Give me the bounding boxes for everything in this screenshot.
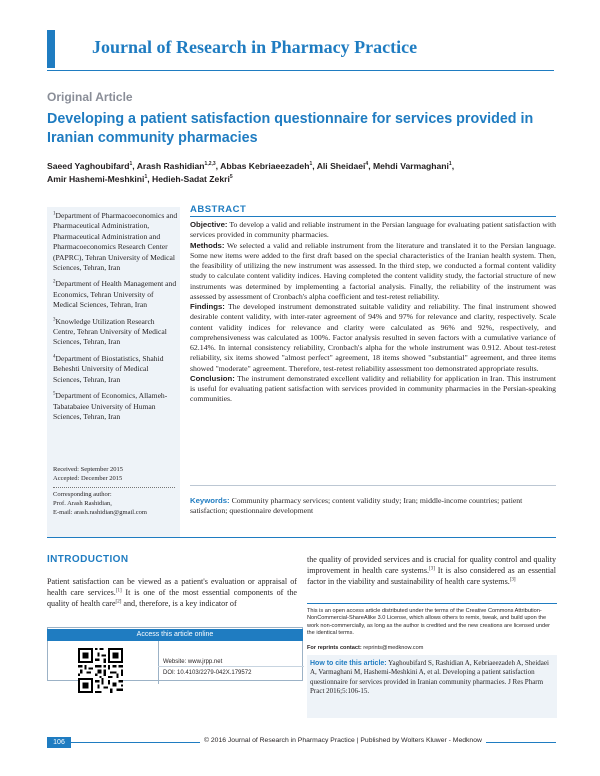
- author: Hedieh-Sadat Zekri$^5$: [152, 174, 233, 184]
- author-email[interactable]: E-mail: arash.rashidian@gmail.com: [53, 509, 147, 516]
- section-rule: [47, 537, 556, 538]
- author: Amir Hashemi-Meshkini$^1$: [47, 174, 148, 184]
- page-number: 106: [47, 737, 71, 748]
- abstract-findings: Findings: The developed instrument demonstrated suitable validity and reliability. The final instrument showed desirable content validity, with inter-rater agreement of 94% and 97% for relevance and clarity, respectively. Scale content validity indices for relevance and clarity were calculated as 96% and 92%, respectively, and comprehensiveness was calculated as 100%. Factor analysis resulted in seven factors with a cumulative variance of 62.14%. In internal consistency reliability, Cronbach's alpha for the whole instrument was 0.912. About test-retest reliability, six items showed "almost perfect" agreement, 18 items showed "substantial" agreement, and three items showed "moderate" agreement. Therefore, test-retest reliability assessment too demonstrated appropriate results.: [190, 302, 556, 373]
- citation-link[interactable]: [3]: [509, 577, 516, 583]
- article-title: Developing a patient satisfaction questionnaire for services provided in Iranian community pharmacies: [47, 111, 534, 146]
- affiliation: $^1$Department of Pharmacoeconomics and Pharmaceutical Administration, Pharmaceutical Administration and Pharmacoeconomics Research Center (PAPRC), Tehran University of Medical Sciences, Tehran, Iran: [53, 211, 178, 273]
- received-date: Received: September 2015: [53, 466, 124, 473]
- introduction-heading: INTRODUCTION: [47, 554, 129, 565]
- accepted-date: Accepted: December 2015: [53, 475, 123, 482]
- reprints-contact: For reprints contact: reprints@medknow.com: [307, 645, 424, 651]
- keywords: Keywords: Community pharmacy services; content validity study; Iran; middle-income countries; patient satisfaction; questionnaire development: [190, 496, 523, 516]
- article-dates: [53, 465, 178, 483]
- author: Saeed Yaghoubifard$^1$: [47, 161, 133, 171]
- affiliation: $^4$Department of Biostatistics, Shahid Beheshti University of Medical Sciences, Tehran, Iran: [53, 353, 164, 384]
- doi-link[interactable]: DOI: 10.4103/2279-042X.179572: [163, 670, 252, 676]
- author: Mehdi Varmaghani$^1$: [372, 161, 452, 171]
- how-to-cite: How to cite this article: Yaghoubifard S, Rashidian A, Kebriaeezadeh A, Sheidaei A, Varmaghani M, Hashemi-Meshkini A, et al. Developing a patient satisfaction questionnaire for services provided in Iranian community pharmacies. J Res Pharm Pract 2016;5:106-15.: [310, 659, 549, 695]
- journal-title: Journal of Research in Pharmacy Practice: [92, 37, 418, 57]
- author-list: Saeed Yaghoubifard$^1$, Arash Rashidian$^{1,2,3}$, Abbas Kebriaeezadeh$^1$, Ali Sheidaei$^4$, Mehdi Varmaghani$^1$, Amir Hashemi-Meshkini$^1$, Hedieh-Sadat Zekri$^5$: [47, 161, 455, 184]
- author: Ali Sheidaei$^4$: [316, 161, 369, 171]
- abstract-objective: Objective: To develop a valid and reliable instrument in the Persian language for evaluating patient satisfaction with services provided in community pharmacies.: [190, 220, 556, 240]
- license-rule: [307, 603, 557, 604]
- affiliation-list: [53, 211, 178, 428]
- journal-accent-bar: [47, 30, 55, 68]
- abstract-body: [190, 220, 556, 405]
- website-link[interactable]: Website: www.jrpp.net: [163, 659, 223, 665]
- article-type: Original Article: [47, 90, 133, 104]
- reprints-email[interactable]: reprints@medknow.com: [363, 645, 424, 651]
- access-heading: Access this article online: [47, 629, 303, 641]
- citation-link[interactable]: [1]: [115, 588, 122, 594]
- abstract-conclusion: Conclusion: The instrument demonstrated excellent validity and reliability for application in Iran. This instrument is useful for evaluating patient satisfaction with services provided in community pharmacies in the Persian-speaking communities.: [190, 373, 556, 404]
- corresponding-author: Corresponding author: Prof. Arash Rashidian, E-mail: arash.rashidian@gmail.com: [53, 490, 178, 517]
- abstract-methods: Methods: We selected a valid and reliable instrument from the literature and translated it to the Persian language. Some new items were added to the first draft based on the special characteristics of the Iranian health system. Then, the feasibility of utilizing the new instrument was assessed. In the third step, we conducted a formal content validity study to calculate content validity indices. Having completed the content validity study, the factorial structure of new instruments was determined by implementing a factorial analysis. Finally, the reliability of the instrument was assessed by assessment of Cronbach's alpha coefficient and test-retest reliability.: [190, 240, 556, 301]
- license-notice: This is an open access article distributed under the terms of the Creative Commons Attribution-NonCommercial-ShareAlike 3.0 License, which allows others to remix, tweak, and build upon the work non-commercially, as long as the author is credited and the new creations are licensed under the identical terms.: [307, 608, 551, 637]
- qr-code-icon[interactable]: [78, 648, 123, 693]
- citation-link[interactable]: [3]: [429, 566, 435, 572]
- abstract-rule: [190, 216, 556, 217]
- divider: [158, 666, 304, 667]
- introduction-paragraph: Patient satisfaction can be viewed as a patient's evaluation or appraisal of health care services.[1] It is one of the most essential components of the quality of health care[2] and, therefore, is a key indicator of: [47, 577, 297, 609]
- author: Arash Rashidian$^{1,2,3}$: [136, 161, 216, 171]
- divider: [53, 487, 175, 488]
- affiliation: $^2$Department of Health Management and Economics, Tehran University of Medical Sciences, Tehran, Iran: [53, 279, 177, 310]
- keywords-rule: [190, 485, 556, 486]
- affiliation: $^5$Department of Economics, Allameh-Tabatabaiee University of Human Sciences, Tehran, Iran: [53, 391, 168, 421]
- citation-link[interactable]: [2]: [115, 599, 122, 605]
- introduction-paragraph-continued: the quality of provided services and is crucial for quality control and quality improvement in health care systems.[3] It is also considered as an essential factor in the viability and sustainability of health care systems.[3]: [307, 555, 556, 587]
- divider: [158, 641, 159, 684]
- header-rule: [47, 70, 554, 71]
- abstract-heading: ABSTRACT: [190, 204, 247, 215]
- author: Abbas Kebriaeezadeh$^1$: [220, 161, 313, 171]
- footer-text: © 2016 Journal of Research in Pharmacy Practice | Published by Wolters Kluwer - Medknow: [200, 737, 486, 744]
- affiliation: $^3$Knowledge Utilization Research Centre, Tehran University of Medical Sciences, Tehran, Iran: [53, 316, 167, 347]
